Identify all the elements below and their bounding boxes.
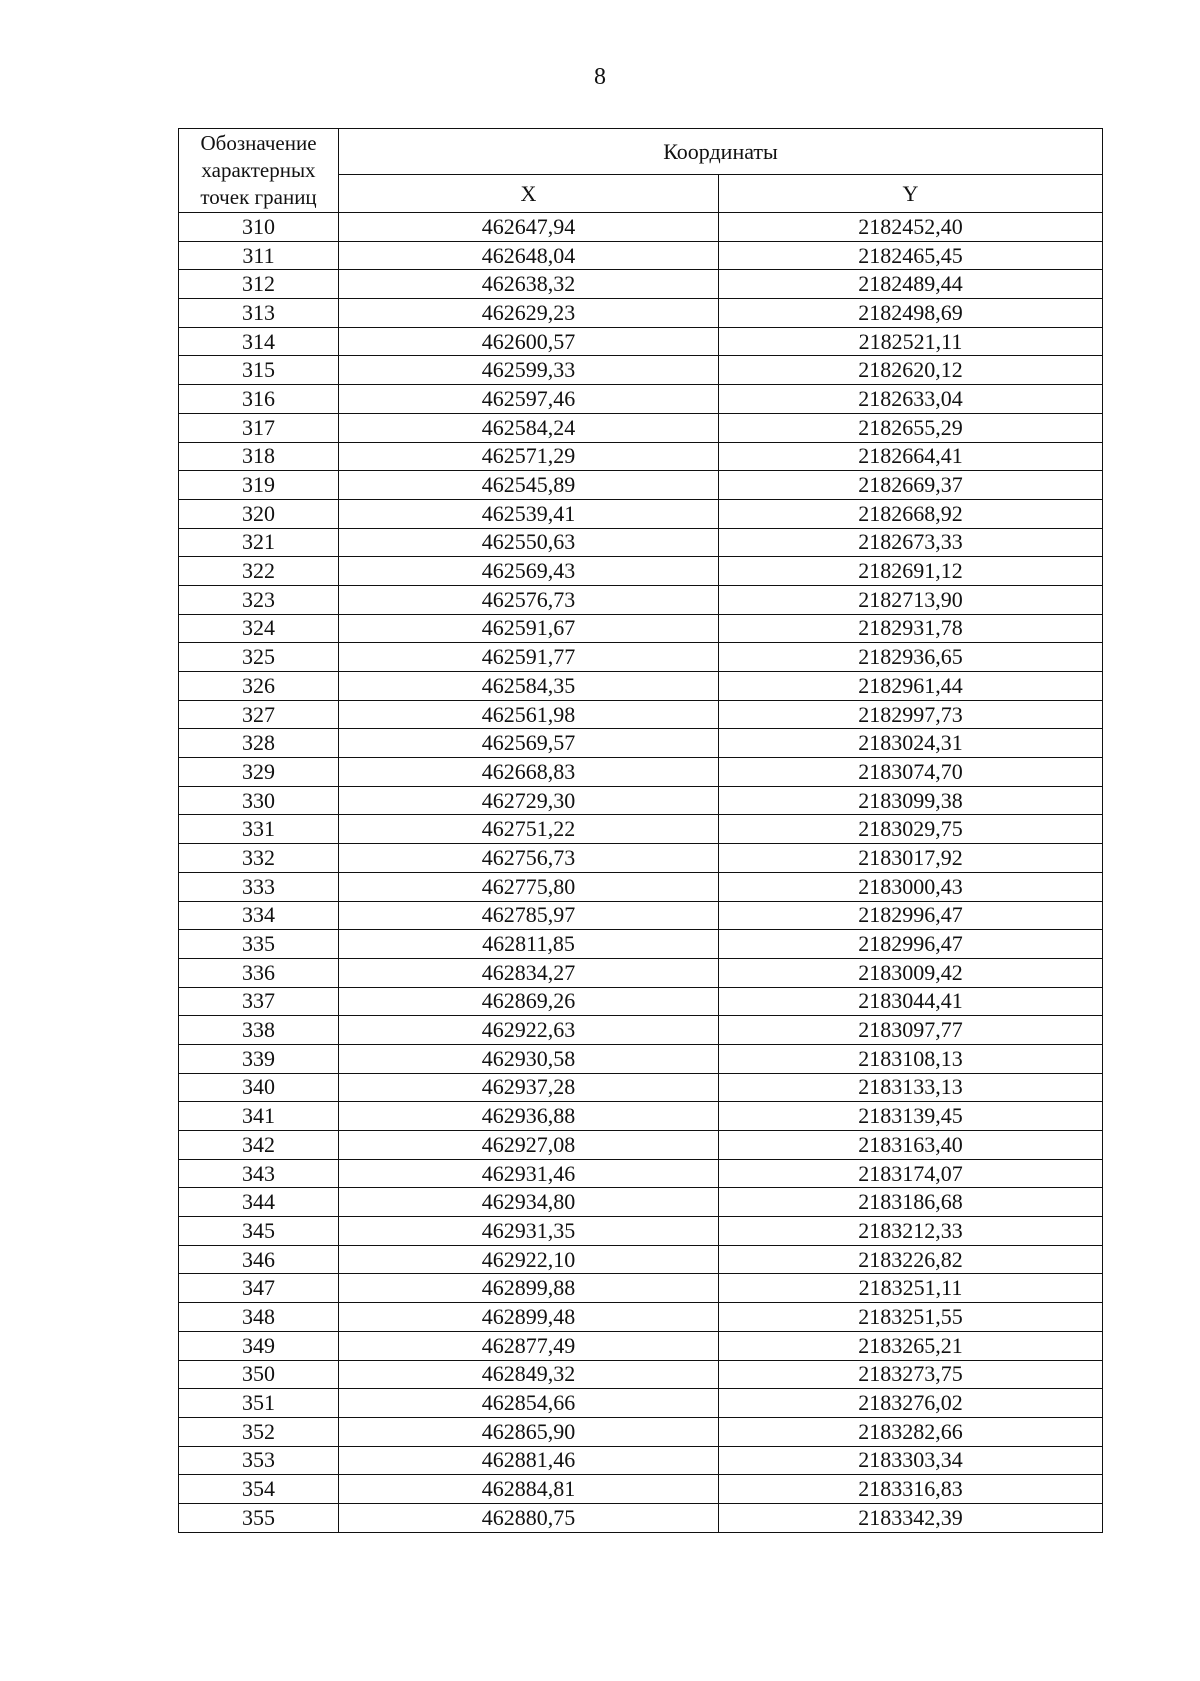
- x-coordinate-cell: 462931,46: [339, 1159, 719, 1188]
- point-id-cell: 324: [179, 614, 339, 643]
- point-id-cell: 355: [179, 1503, 339, 1532]
- table-row: [179, 1360, 1103, 1389]
- y-coordinate-cell: 2183163,40: [719, 1131, 1103, 1160]
- x-coordinate-cell: 462834,27: [339, 958, 719, 987]
- point-id-cell: 341: [179, 1102, 339, 1131]
- table-row: [179, 270, 1103, 299]
- point-id-cell: 311: [179, 241, 339, 270]
- y-coordinate-cell: 2183097,77: [719, 1016, 1103, 1045]
- y-coordinate-cell: 2182996,47: [719, 901, 1103, 930]
- point-id-cell: 314: [179, 327, 339, 356]
- y-coordinate-cell: 2182961,44: [719, 672, 1103, 701]
- x-coordinate-cell: 462854,66: [339, 1389, 719, 1418]
- y-coordinate-cell: 2183174,07: [719, 1159, 1103, 1188]
- point-id-cell: 332: [179, 844, 339, 873]
- table-row: [179, 241, 1103, 270]
- x-coordinate-cell: 462561,98: [339, 700, 719, 729]
- x-coordinate-cell: 462849,32: [339, 1360, 719, 1389]
- x-coordinate-cell: 462629,23: [339, 299, 719, 328]
- x-coordinate-cell: 462881,46: [339, 1446, 719, 1475]
- y-coordinate-cell: 2183000,43: [719, 872, 1103, 901]
- x-coordinate-cell: 462539,41: [339, 499, 719, 528]
- table-row: [179, 499, 1103, 528]
- table-row: [179, 299, 1103, 328]
- table-row: [179, 844, 1103, 873]
- x-coordinate-cell: 462880,75: [339, 1503, 719, 1532]
- x-coordinate-cell: 462785,97: [339, 901, 719, 930]
- table-row: [179, 1303, 1103, 1332]
- y-coordinate-cell: 2182633,04: [719, 385, 1103, 414]
- point-id-cell: 338: [179, 1016, 339, 1045]
- y-coordinate-cell: 2183273,75: [719, 1360, 1103, 1389]
- point-id-cell: 345: [179, 1217, 339, 1246]
- y-coordinate-cell: 2183226,82: [719, 1245, 1103, 1274]
- table-row: [179, 1217, 1103, 1246]
- point-id-cell: 348: [179, 1303, 339, 1332]
- x-coordinate-cell: 462576,73: [339, 585, 719, 614]
- table-row: [179, 385, 1103, 414]
- x-coordinate-cell: 462600,57: [339, 327, 719, 356]
- y-coordinate-cell: 2182668,92: [719, 499, 1103, 528]
- point-id-cell: 325: [179, 643, 339, 672]
- y-coordinate-cell: 2182465,45: [719, 241, 1103, 270]
- point-id-cell: 346: [179, 1245, 339, 1274]
- table-row: [179, 1503, 1103, 1532]
- point-id-cell: 327: [179, 700, 339, 729]
- point-id-cell: 344: [179, 1188, 339, 1217]
- x-coordinate-cell: 462869,26: [339, 987, 719, 1016]
- point-id-cell: 351: [179, 1389, 339, 1418]
- x-coordinate-cell: 462865,90: [339, 1417, 719, 1446]
- y-coordinate-cell: 2183186,68: [719, 1188, 1103, 1217]
- table-row: [179, 528, 1103, 557]
- point-label-header: Обозначение характерных точек границ: [179, 129, 339, 213]
- point-id-cell: 315: [179, 356, 339, 385]
- x-coordinate-cell: 462648,04: [339, 241, 719, 270]
- x-coordinate-cell: 462597,46: [339, 385, 719, 414]
- point-id-cell: 322: [179, 557, 339, 586]
- x-coordinate-cell: 462569,57: [339, 729, 719, 758]
- y-coordinate-cell: 2183282,66: [719, 1417, 1103, 1446]
- x-coordinate-cell: 462756,73: [339, 844, 719, 873]
- page-number: 8: [594, 64, 606, 90]
- point-id-cell: 323: [179, 585, 339, 614]
- point-id-cell: 354: [179, 1475, 339, 1504]
- table-row: [179, 1274, 1103, 1303]
- x-coordinate-cell: 462927,08: [339, 1131, 719, 1160]
- table-row: [179, 872, 1103, 901]
- x-coordinate-cell: 462877,49: [339, 1331, 719, 1360]
- table-row: [179, 1102, 1103, 1131]
- x-coordinate-cell: 462930,58: [339, 1044, 719, 1073]
- table-row: [179, 1389, 1103, 1418]
- y-coordinate-cell: 2182452,40: [719, 213, 1103, 242]
- table-row: [179, 958, 1103, 987]
- y-coordinate-cell: 2183212,33: [719, 1217, 1103, 1246]
- table-row: [179, 729, 1103, 758]
- x-coordinate-cell: 462899,48: [339, 1303, 719, 1332]
- table-row: [179, 1044, 1103, 1073]
- y-coordinate-cell: 2183251,55: [719, 1303, 1103, 1332]
- y-coordinate-cell: 2182669,37: [719, 471, 1103, 500]
- y-coordinate-cell: 2183133,13: [719, 1073, 1103, 1102]
- point-id-cell: 317: [179, 413, 339, 442]
- table-row: [179, 1073, 1103, 1102]
- table-row: [179, 786, 1103, 815]
- table-row: [179, 413, 1103, 442]
- point-id-cell: 328: [179, 729, 339, 758]
- y-coordinate-cell: 2182664,41: [719, 442, 1103, 471]
- point-id-cell: 331: [179, 815, 339, 844]
- point-id-cell: 329: [179, 758, 339, 787]
- y-coordinate-cell: 2182620,12: [719, 356, 1103, 385]
- y-coordinate-cell: 2182673,33: [719, 528, 1103, 557]
- y-coordinate-cell: 2182498,69: [719, 299, 1103, 328]
- table-row: [179, 614, 1103, 643]
- x-coordinate-cell: 462584,35: [339, 672, 719, 701]
- table-row: [179, 442, 1103, 471]
- table-row: [179, 327, 1103, 356]
- y-coordinate-cell: 2183009,42: [719, 958, 1103, 987]
- table-row: [179, 471, 1103, 500]
- y-coordinate-cell: 2182691,12: [719, 557, 1103, 586]
- point-id-cell: 330: [179, 786, 339, 815]
- point-id-cell: 339: [179, 1044, 339, 1073]
- coordinates-table: [178, 128, 1103, 1533]
- point-id-cell: 320: [179, 499, 339, 528]
- table-row: [179, 815, 1103, 844]
- table-row: [179, 700, 1103, 729]
- point-id-cell: 337: [179, 987, 339, 1016]
- table-row: [179, 1331, 1103, 1360]
- table-row: [179, 672, 1103, 701]
- y-column-header: Y: [719, 175, 1103, 213]
- x-coordinate-cell: 462545,89: [339, 471, 719, 500]
- table-row: [179, 643, 1103, 672]
- y-coordinate-cell: 2183024,31: [719, 729, 1103, 758]
- point-id-cell: 335: [179, 930, 339, 959]
- y-coordinate-cell: 2183303,34: [719, 1446, 1103, 1475]
- y-coordinate-cell: 2182713,90: [719, 585, 1103, 614]
- table-row: [179, 213, 1103, 242]
- table-row: [179, 987, 1103, 1016]
- table-row: [179, 901, 1103, 930]
- x-coordinate-cell: 462931,35: [339, 1217, 719, 1246]
- x-coordinate-cell: 462934,80: [339, 1188, 719, 1217]
- x-coordinate-cell: 462571,29: [339, 442, 719, 471]
- point-id-cell: 333: [179, 872, 339, 901]
- table-row: [179, 585, 1103, 614]
- point-id-cell: 318: [179, 442, 339, 471]
- point-id-cell: 316: [179, 385, 339, 414]
- table-body: [179, 213, 1103, 1533]
- y-coordinate-cell: 2183251,11: [719, 1274, 1103, 1303]
- x-coordinate-cell: 462599,33: [339, 356, 719, 385]
- y-coordinate-cell: 2183044,41: [719, 987, 1103, 1016]
- y-coordinate-cell: 2182655,29: [719, 413, 1103, 442]
- y-coordinate-cell: 2183342,39: [719, 1503, 1103, 1532]
- x-coordinate-cell: 462751,22: [339, 815, 719, 844]
- point-id-cell: 342: [179, 1131, 339, 1160]
- point-id-cell: 343: [179, 1159, 339, 1188]
- x-coordinate-cell: 462811,85: [339, 930, 719, 959]
- x-coordinate-cell: 462899,88: [339, 1274, 719, 1303]
- table-row: [179, 1188, 1103, 1217]
- y-coordinate-cell: 2182936,65: [719, 643, 1103, 672]
- point-id-cell: 336: [179, 958, 339, 987]
- point-id-cell: 313: [179, 299, 339, 328]
- y-coordinate-cell: 2183276,02: [719, 1389, 1103, 1418]
- x-coordinate-cell: 462638,32: [339, 270, 719, 299]
- point-id-cell: 334: [179, 901, 339, 930]
- point-id-cell: 340: [179, 1073, 339, 1102]
- table-row: [179, 1446, 1103, 1475]
- y-coordinate-cell: 2183108,13: [719, 1044, 1103, 1073]
- x-coordinate-cell: 462591,77: [339, 643, 719, 672]
- point-id-cell: 353: [179, 1446, 339, 1475]
- x-coordinate-cell: 462647,94: [339, 213, 719, 242]
- table-row: [179, 930, 1103, 959]
- y-coordinate-cell: 2183139,45: [719, 1102, 1103, 1131]
- table-row: [179, 1131, 1103, 1160]
- x-coordinate-cell: 462668,83: [339, 758, 719, 787]
- y-coordinate-cell: 2182997,73: [719, 700, 1103, 729]
- table-row: [179, 557, 1103, 586]
- table-header: [179, 129, 1103, 213]
- x-coordinate-cell: 462775,80: [339, 872, 719, 901]
- y-coordinate-cell: 2183316,83: [719, 1475, 1103, 1504]
- table-row: [179, 356, 1103, 385]
- point-id-cell: 312: [179, 270, 339, 299]
- y-coordinate-cell: 2182489,44: [719, 270, 1103, 299]
- coordinates-header: Координаты: [339, 129, 1103, 175]
- x-coordinate-cell: 462937,28: [339, 1073, 719, 1102]
- y-coordinate-cell: 2183265,21: [719, 1331, 1103, 1360]
- y-coordinate-cell: 2183017,92: [719, 844, 1103, 873]
- table-row: [179, 1475, 1103, 1504]
- x-coordinate-cell: 462936,88: [339, 1102, 719, 1131]
- y-coordinate-cell: 2182931,78: [719, 614, 1103, 643]
- table-row: [179, 1417, 1103, 1446]
- table-row: [179, 758, 1103, 787]
- table-row: [179, 1245, 1103, 1274]
- x-coordinate-cell: 462584,24: [339, 413, 719, 442]
- point-id-cell: 319: [179, 471, 339, 500]
- x-coordinate-cell: 462569,43: [339, 557, 719, 586]
- x-coordinate-cell: 462922,10: [339, 1245, 719, 1274]
- y-coordinate-cell: 2183099,38: [719, 786, 1103, 815]
- point-id-cell: 347: [179, 1274, 339, 1303]
- x-coordinate-cell: 462550,63: [339, 528, 719, 557]
- x-coordinate-cell: 462884,81: [339, 1475, 719, 1504]
- y-coordinate-cell: 2182521,11: [719, 327, 1103, 356]
- x-coordinate-cell: 462591,67: [339, 614, 719, 643]
- point-id-cell: 350: [179, 1360, 339, 1389]
- x-coordinate-cell: 462729,30: [339, 786, 719, 815]
- table-row: [179, 1159, 1103, 1188]
- x-coordinate-cell: 462922,63: [339, 1016, 719, 1045]
- point-id-cell: 349: [179, 1331, 339, 1360]
- point-id-cell: 326: [179, 672, 339, 701]
- x-column-header: X: [339, 175, 719, 213]
- y-coordinate-cell: 2183029,75: [719, 815, 1103, 844]
- point-id-cell: 310: [179, 213, 339, 242]
- y-coordinate-cell: 2182996,47: [719, 930, 1103, 959]
- table-row: [179, 1016, 1103, 1045]
- point-id-cell: 352: [179, 1417, 339, 1446]
- y-coordinate-cell: 2183074,70: [719, 758, 1103, 787]
- point-id-cell: 321: [179, 528, 339, 557]
